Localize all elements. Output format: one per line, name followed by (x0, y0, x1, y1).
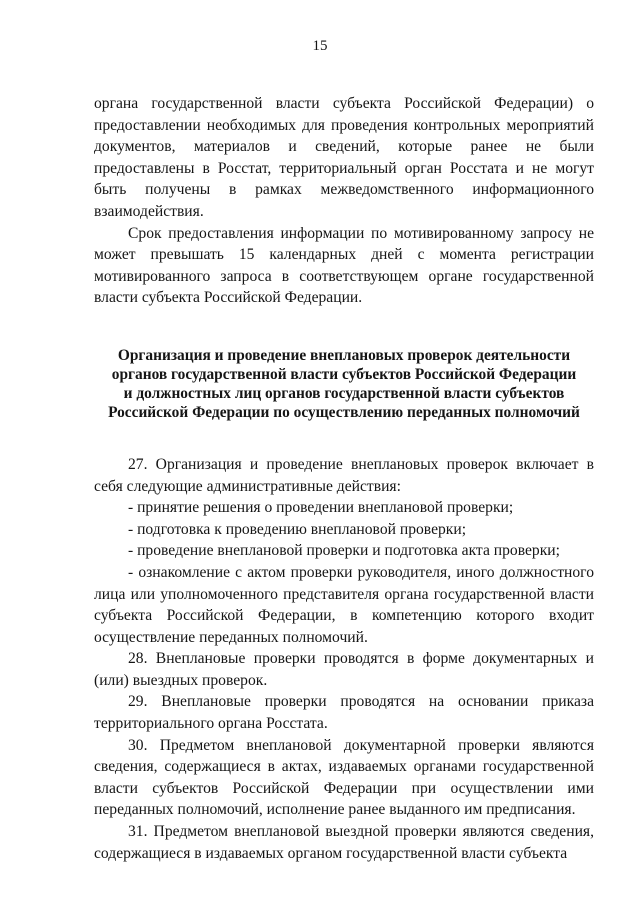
list-item: - ознакомление с актом проверки руководителя, иного должностного лица или уполномоченного представителя органа государственной власти субъекта Российской Федерации, в компетенцию которого входит осуществление переданных полномочий. (94, 563, 594, 646)
heading-line: органов государственной власти субъектов Российской Федерации (111, 365, 577, 383)
section-heading (94, 346, 594, 422)
page-number: 15 (312, 38, 328, 54)
paragraph-28: 28. Внеплановые проверки проводятся в форме документарных и (или) выездных проверок. (94, 650, 594, 689)
heading-line: и должностных лиц органов государственной власти субъектов (123, 384, 565, 402)
document-body (94, 93, 594, 864)
paragraph-30: 30. Предметом внеплановой документарной проверки являются сведения, содержащиеся в актах, издаваемых органами государственной власти субъектов Российской Федерации при осуществлении ими переданных полномочий, исполнение ранее выданного им предписания. (94, 736, 594, 819)
heading-line: Российской Федерации по осуществлению переданных полномочий (108, 403, 580, 421)
paragraph-27: 27. Организация и проведение внеплановых проверок включает в себя следующие административные действия: (94, 455, 594, 495)
list-item: - принятие решения о проведении внеплановой проверки; (128, 499, 514, 517)
heading-line: Организация и проведение внеплановых проверок деятельности (117, 346, 571, 364)
paragraph-29: 29. Внеплановые проверки проводятся на основании приказа территориального органа Росстата. (94, 693, 594, 733)
list-item: - подготовка к проведению внеплановой проверки; (128, 520, 467, 538)
list-item: - проведение внеплановой проверки и подготовка акта проверки; (128, 542, 560, 560)
paragraph-continuation: органа государственной власти субъекта Российской Федерации) о предоставлении необходимых для проведения контрольных мероприятий документов, материалов и сведений, которые ранее не были предоставлены в Росстат, территориальный орган Росстата и не могут быть получены в рамках межведомственного информационного взаимодействия. (94, 95, 594, 220)
paragraph-deadline: Срок предоставления информации по мотивированному запросу не может превышать 15 календарных дней с момента регистрации мотивированного запроса в соответствующем органе государственной власти субъекта Российской Федерации. (94, 224, 594, 307)
paragraph-31: 31. Предметом внеплановой выездной проверки являются сведения, содержащиеся в издаваемых органом государственной власти субъекта (94, 823, 594, 862)
